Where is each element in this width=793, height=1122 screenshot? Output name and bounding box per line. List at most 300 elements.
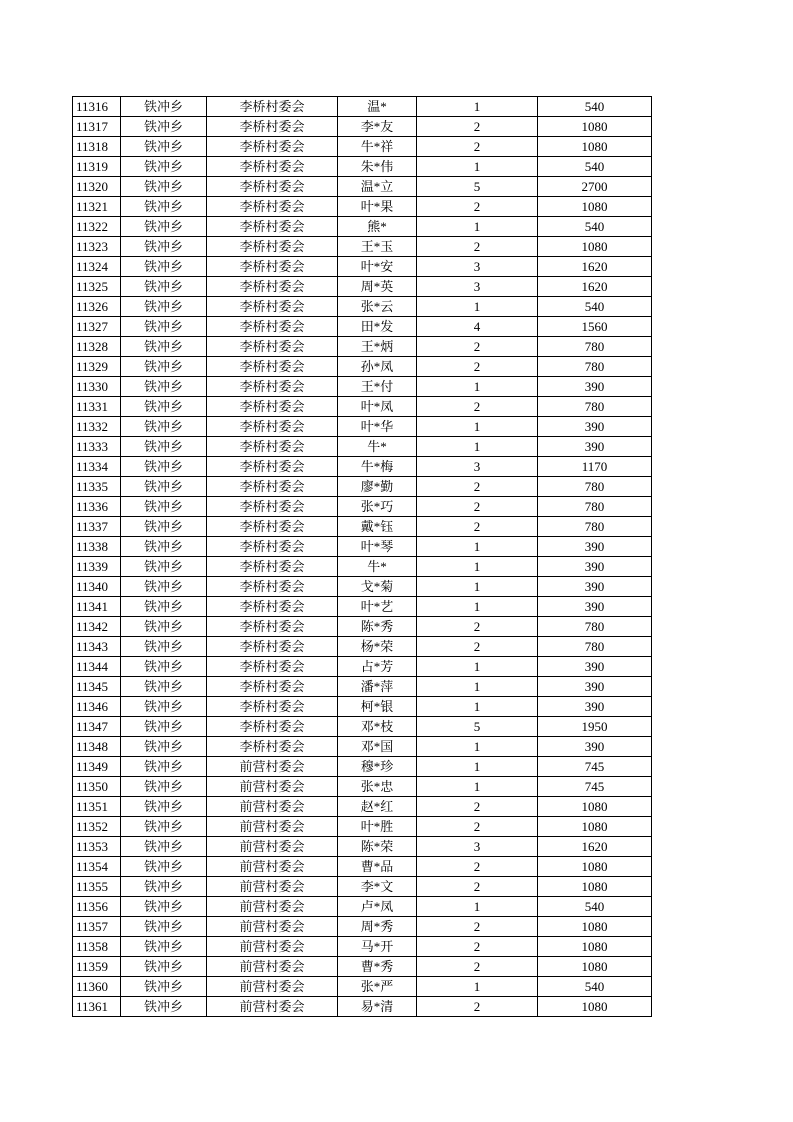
cell-village: 前营村委会 [207, 957, 338, 977]
cell-name: 王*玉 [338, 237, 417, 257]
cell-count: 1 [417, 437, 538, 457]
cell-village: 李桥村委会 [207, 157, 338, 177]
cell-amount: 390 [538, 417, 652, 437]
cell-id: 11330 [73, 377, 121, 397]
cell-id: 11361 [73, 997, 121, 1017]
cell-township: 铁冲乡 [121, 97, 207, 117]
cell-township: 铁冲乡 [121, 937, 207, 957]
cell-count: 2 [417, 917, 538, 937]
cell-amount: 390 [538, 597, 652, 617]
cell-id: 11337 [73, 517, 121, 537]
cell-amount: 390 [538, 437, 652, 457]
cell-amount: 390 [538, 657, 652, 677]
table-row [73, 197, 652, 217]
cell-id: 11359 [73, 957, 121, 977]
cell-id: 11331 [73, 397, 121, 417]
cell-township: 铁冲乡 [121, 537, 207, 557]
cell-id: 11325 [73, 277, 121, 297]
cell-village: 前营村委会 [207, 777, 338, 797]
cell-amount: 780 [538, 477, 652, 497]
table-row [73, 397, 652, 417]
cell-township: 铁冲乡 [121, 697, 207, 717]
cell-name: 易*清 [338, 997, 417, 1017]
cell-amount: 540 [538, 217, 652, 237]
cell-amount: 540 [538, 297, 652, 317]
table-row [73, 777, 652, 797]
cell-id: 11322 [73, 217, 121, 237]
cell-name: 周*英 [338, 277, 417, 297]
cell-village: 前营村委会 [207, 917, 338, 937]
cell-id: 11356 [73, 897, 121, 917]
cell-amount: 780 [538, 617, 652, 637]
cell-township: 铁冲乡 [121, 637, 207, 657]
table-row [73, 797, 652, 817]
table-row [73, 497, 652, 517]
cell-village: 李桥村委会 [207, 357, 338, 377]
cell-id: 11324 [73, 257, 121, 277]
cell-count: 2 [417, 117, 538, 137]
cell-count: 2 [417, 357, 538, 377]
cell-village: 李桥村委会 [207, 437, 338, 457]
cell-township: 铁冲乡 [121, 917, 207, 937]
cell-count: 1 [417, 377, 538, 397]
cell-amount: 1080 [538, 997, 652, 1017]
cell-count: 3 [417, 257, 538, 277]
cell-village: 李桥村委会 [207, 477, 338, 497]
cell-amount: 540 [538, 977, 652, 997]
table-row [73, 277, 652, 297]
cell-id: 11342 [73, 617, 121, 637]
cell-village: 李桥村委会 [207, 717, 338, 737]
cell-count: 2 [417, 797, 538, 817]
table-row [73, 617, 652, 637]
cell-village: 李桥村委会 [207, 577, 338, 597]
table-row [73, 337, 652, 357]
cell-village: 李桥村委会 [207, 537, 338, 557]
cell-amount: 390 [538, 377, 652, 397]
cell-name: 马*开 [338, 937, 417, 957]
table-row [73, 257, 652, 277]
cell-id: 11339 [73, 557, 121, 577]
cell-count: 2 [417, 137, 538, 157]
cell-village: 李桥村委会 [207, 257, 338, 277]
cell-name: 叶*华 [338, 417, 417, 437]
table-row [73, 937, 652, 957]
table-row [73, 297, 652, 317]
table-row [73, 677, 652, 697]
cell-township: 铁冲乡 [121, 517, 207, 537]
cell-name: 潘*萍 [338, 677, 417, 697]
table-row [73, 517, 652, 537]
cell-count: 2 [417, 617, 538, 637]
cell-village: 前营村委会 [207, 797, 338, 817]
table-row [73, 897, 652, 917]
cell-id: 11328 [73, 337, 121, 357]
table-row [73, 417, 652, 437]
cell-amount: 780 [538, 397, 652, 417]
cell-township: 铁冲乡 [121, 597, 207, 617]
table-row [73, 997, 652, 1017]
cell-amount: 1080 [538, 197, 652, 217]
cell-name: 牛* [338, 437, 417, 457]
cell-township: 铁冲乡 [121, 617, 207, 637]
table-row [73, 657, 652, 677]
cell-village: 李桥村委会 [207, 237, 338, 257]
cell-count: 1 [417, 557, 538, 577]
table-row [73, 957, 652, 977]
cell-township: 铁冲乡 [121, 137, 207, 157]
table-row [73, 877, 652, 897]
cell-township: 铁冲乡 [121, 177, 207, 197]
cell-village: 前营村委会 [207, 817, 338, 837]
cell-count: 1 [417, 777, 538, 797]
table-row [73, 177, 652, 197]
cell-amount: 1170 [538, 457, 652, 477]
cell-name: 穆*珍 [338, 757, 417, 777]
table-row [73, 137, 652, 157]
cell-township: 铁冲乡 [121, 237, 207, 257]
table-row [73, 237, 652, 257]
cell-count: 5 [417, 177, 538, 197]
cell-id: 11327 [73, 317, 121, 337]
cell-id: 11318 [73, 137, 121, 157]
cell-name: 李*友 [338, 117, 417, 137]
cell-count: 2 [417, 877, 538, 897]
cell-id: 11316 [73, 97, 121, 117]
cell-village: 李桥村委会 [207, 597, 338, 617]
cell-name: 牛*梅 [338, 457, 417, 477]
cell-name: 曹*秀 [338, 957, 417, 977]
document-page [72, 96, 652, 1017]
table-row [73, 377, 652, 397]
cell-amount: 540 [538, 157, 652, 177]
cell-count: 1 [417, 977, 538, 997]
cell-village: 李桥村委会 [207, 117, 338, 137]
cell-count: 2 [417, 397, 538, 417]
cell-count: 1 [417, 157, 538, 177]
cell-amount: 1620 [538, 257, 652, 277]
cell-township: 铁冲乡 [121, 897, 207, 917]
cell-count: 1 [417, 417, 538, 437]
cell-id: 11355 [73, 877, 121, 897]
cell-amount: 390 [538, 737, 652, 757]
table-row [73, 757, 652, 777]
cell-township: 铁冲乡 [121, 717, 207, 737]
cell-name: 邓*国 [338, 737, 417, 757]
table-row [73, 217, 652, 237]
cell-village: 李桥村委会 [207, 697, 338, 717]
cell-count: 2 [417, 497, 538, 517]
cell-name: 曹*品 [338, 857, 417, 877]
cell-name: 叶*胜 [338, 817, 417, 837]
cell-name: 杨*荣 [338, 637, 417, 657]
cell-amount: 1080 [538, 137, 652, 157]
cell-township: 铁冲乡 [121, 317, 207, 337]
cell-township: 铁冲乡 [121, 817, 207, 837]
cell-township: 铁冲乡 [121, 577, 207, 597]
cell-count: 1 [417, 597, 538, 617]
cell-id: 11348 [73, 737, 121, 757]
cell-id: 11326 [73, 297, 121, 317]
cell-count: 1 [417, 757, 538, 777]
cell-amount: 1080 [538, 857, 652, 877]
table-row [73, 357, 652, 377]
cell-village: 李桥村委会 [207, 517, 338, 537]
cell-id: 11317 [73, 117, 121, 137]
cell-village: 前营村委会 [207, 977, 338, 997]
table-row [73, 977, 652, 997]
table-row [73, 317, 652, 337]
cell-name: 张*忠 [338, 777, 417, 797]
cell-name: 王*炳 [338, 337, 417, 357]
cell-village: 李桥村委会 [207, 197, 338, 217]
cell-name: 张*严 [338, 977, 417, 997]
cell-id: 11360 [73, 977, 121, 997]
table-row [73, 637, 652, 657]
cell-name: 叶*凤 [338, 397, 417, 417]
table-row [73, 457, 652, 477]
cell-amount: 1080 [538, 957, 652, 977]
table-row [73, 157, 652, 177]
cell-name: 邓*枝 [338, 717, 417, 737]
cell-name: 赵*红 [338, 797, 417, 817]
cell-count: 3 [417, 277, 538, 297]
cell-amount: 1560 [538, 317, 652, 337]
cell-name: 叶*艺 [338, 597, 417, 617]
cell-id: 11321 [73, 197, 121, 217]
cell-id: 11357 [73, 917, 121, 937]
cell-count: 1 [417, 537, 538, 557]
cell-township: 铁冲乡 [121, 857, 207, 877]
cell-village: 前营村委会 [207, 877, 338, 897]
cell-amount: 390 [538, 677, 652, 697]
cell-name: 牛*祥 [338, 137, 417, 157]
cell-village: 前营村委会 [207, 937, 338, 957]
cell-amount: 1080 [538, 937, 652, 957]
cell-count: 2 [417, 857, 538, 877]
cell-amount: 780 [538, 517, 652, 537]
cell-village: 前营村委会 [207, 997, 338, 1017]
cell-id: 11320 [73, 177, 121, 197]
cell-township: 铁冲乡 [121, 497, 207, 517]
cell-amount: 780 [538, 337, 652, 357]
table-row [73, 717, 652, 737]
cell-id: 11323 [73, 237, 121, 257]
cell-id: 11334 [73, 457, 121, 477]
cell-name: 戴*钰 [338, 517, 417, 537]
cell-id: 11338 [73, 537, 121, 557]
cell-township: 铁冲乡 [121, 277, 207, 297]
cell-amount: 1080 [538, 877, 652, 897]
table-row [73, 597, 652, 617]
cell-amount: 2700 [538, 177, 652, 197]
cell-village: 李桥村委会 [207, 277, 338, 297]
cell-village: 李桥村委会 [207, 557, 338, 577]
cell-village: 李桥村委会 [207, 377, 338, 397]
cell-amount: 780 [538, 357, 652, 377]
cell-count: 2 [417, 937, 538, 957]
cell-id: 11346 [73, 697, 121, 717]
cell-village: 李桥村委会 [207, 617, 338, 637]
cell-name: 李*文 [338, 877, 417, 897]
cell-amount: 390 [538, 557, 652, 577]
cell-count: 1 [417, 97, 538, 117]
cell-village: 李桥村委会 [207, 97, 338, 117]
cell-name: 陈*荣 [338, 837, 417, 857]
cell-township: 铁冲乡 [121, 257, 207, 277]
cell-name: 田*发 [338, 317, 417, 337]
cell-id: 11353 [73, 837, 121, 857]
cell-count: 1 [417, 737, 538, 757]
cell-village: 李桥村委会 [207, 397, 338, 417]
cell-id: 11354 [73, 857, 121, 877]
table-row [73, 917, 652, 937]
cell-township: 铁冲乡 [121, 297, 207, 317]
cell-id: 11349 [73, 757, 121, 777]
cell-amount: 1620 [538, 277, 652, 297]
cell-village: 李桥村委会 [207, 317, 338, 337]
cell-amount: 780 [538, 497, 652, 517]
cell-id: 11332 [73, 417, 121, 437]
cell-amount: 1950 [538, 717, 652, 737]
table-body [73, 97, 652, 1017]
cell-village: 前营村委会 [207, 897, 338, 917]
cell-count: 1 [417, 297, 538, 317]
cell-village: 李桥村委会 [207, 177, 338, 197]
cell-village: 李桥村委会 [207, 217, 338, 237]
cell-village: 李桥村委会 [207, 417, 338, 437]
cell-village: 李桥村委会 [207, 497, 338, 517]
cell-village: 李桥村委会 [207, 657, 338, 677]
cell-township: 铁冲乡 [121, 437, 207, 457]
cell-township: 铁冲乡 [121, 117, 207, 137]
cell-amount: 540 [538, 97, 652, 117]
cell-count: 1 [417, 217, 538, 237]
cell-village: 李桥村委会 [207, 737, 338, 757]
cell-name: 陈*秀 [338, 617, 417, 637]
cell-name: 廖*勤 [338, 477, 417, 497]
cell-count: 3 [417, 837, 538, 857]
cell-amount: 1080 [538, 237, 652, 257]
cell-township: 铁冲乡 [121, 737, 207, 757]
table-row [73, 117, 652, 137]
table-row [73, 737, 652, 757]
cell-count: 2 [417, 477, 538, 497]
table-row [73, 437, 652, 457]
cell-amount: 1080 [538, 817, 652, 837]
table-row [73, 557, 652, 577]
cell-id: 11351 [73, 797, 121, 817]
cell-count: 5 [417, 717, 538, 737]
cell-township: 铁冲乡 [121, 757, 207, 777]
cell-name: 柯*银 [338, 697, 417, 717]
cell-name: 张*云 [338, 297, 417, 317]
cell-village: 李桥村委会 [207, 297, 338, 317]
cell-id: 11350 [73, 777, 121, 797]
cell-township: 铁冲乡 [121, 197, 207, 217]
cell-village: 李桥村委会 [207, 637, 338, 657]
cell-township: 铁冲乡 [121, 997, 207, 1017]
cell-township: 铁冲乡 [121, 217, 207, 237]
cell-name: 卢*凤 [338, 897, 417, 917]
cell-count: 1 [417, 577, 538, 597]
table-row [73, 97, 652, 117]
cell-count: 2 [417, 197, 538, 217]
cell-name: 占*芳 [338, 657, 417, 677]
cell-count: 2 [417, 817, 538, 837]
table-row [73, 857, 652, 877]
cell-name: 熊* [338, 217, 417, 237]
cell-village: 李桥村委会 [207, 677, 338, 697]
cell-id: 11341 [73, 597, 121, 617]
cell-township: 铁冲乡 [121, 377, 207, 397]
cell-name: 戈*菊 [338, 577, 417, 597]
cell-township: 铁冲乡 [121, 677, 207, 697]
cell-id: 11335 [73, 477, 121, 497]
cell-township: 铁冲乡 [121, 477, 207, 497]
cell-name: 温* [338, 97, 417, 117]
cell-count: 1 [417, 677, 538, 697]
cell-name: 叶*果 [338, 197, 417, 217]
cell-township: 铁冲乡 [121, 417, 207, 437]
cell-count: 2 [417, 997, 538, 1017]
cell-township: 铁冲乡 [121, 777, 207, 797]
cell-amount: 780 [538, 637, 652, 657]
cell-count: 2 [417, 637, 538, 657]
cell-id: 11358 [73, 937, 121, 957]
cell-name: 牛* [338, 557, 417, 577]
cell-amount: 1080 [538, 117, 652, 137]
cell-amount: 390 [538, 537, 652, 557]
cell-name: 叶*安 [338, 257, 417, 277]
cell-township: 铁冲乡 [121, 657, 207, 677]
cell-id: 11347 [73, 717, 121, 737]
cell-village: 李桥村委会 [207, 137, 338, 157]
cell-amount: 745 [538, 757, 652, 777]
cell-amount: 540 [538, 897, 652, 917]
cell-id: 11344 [73, 657, 121, 677]
cell-township: 铁冲乡 [121, 957, 207, 977]
cell-amount: 1080 [538, 917, 652, 937]
cell-name: 叶*琴 [338, 537, 417, 557]
cell-name: 周*秀 [338, 917, 417, 937]
cell-township: 铁冲乡 [121, 457, 207, 477]
cell-township: 铁冲乡 [121, 797, 207, 817]
cell-village: 李桥村委会 [207, 457, 338, 477]
cell-village: 前营村委会 [207, 837, 338, 857]
cell-township: 铁冲乡 [121, 877, 207, 897]
cell-amount: 390 [538, 697, 652, 717]
cell-township: 铁冲乡 [121, 977, 207, 997]
cell-id: 11343 [73, 637, 121, 657]
table-row [73, 537, 652, 557]
cell-id: 11336 [73, 497, 121, 517]
cell-township: 铁冲乡 [121, 557, 207, 577]
cell-township: 铁冲乡 [121, 157, 207, 177]
cell-amount: 390 [538, 577, 652, 597]
cell-village: 前营村委会 [207, 757, 338, 777]
table-row [73, 837, 652, 857]
cell-count: 1 [417, 697, 538, 717]
cell-count: 2 [417, 337, 538, 357]
cell-township: 铁冲乡 [121, 337, 207, 357]
cell-id: 11352 [73, 817, 121, 837]
cell-village: 李桥村委会 [207, 337, 338, 357]
cell-count: 4 [417, 317, 538, 337]
cell-count: 2 [417, 957, 538, 977]
cell-count: 2 [417, 517, 538, 537]
cell-village: 前营村委会 [207, 857, 338, 877]
